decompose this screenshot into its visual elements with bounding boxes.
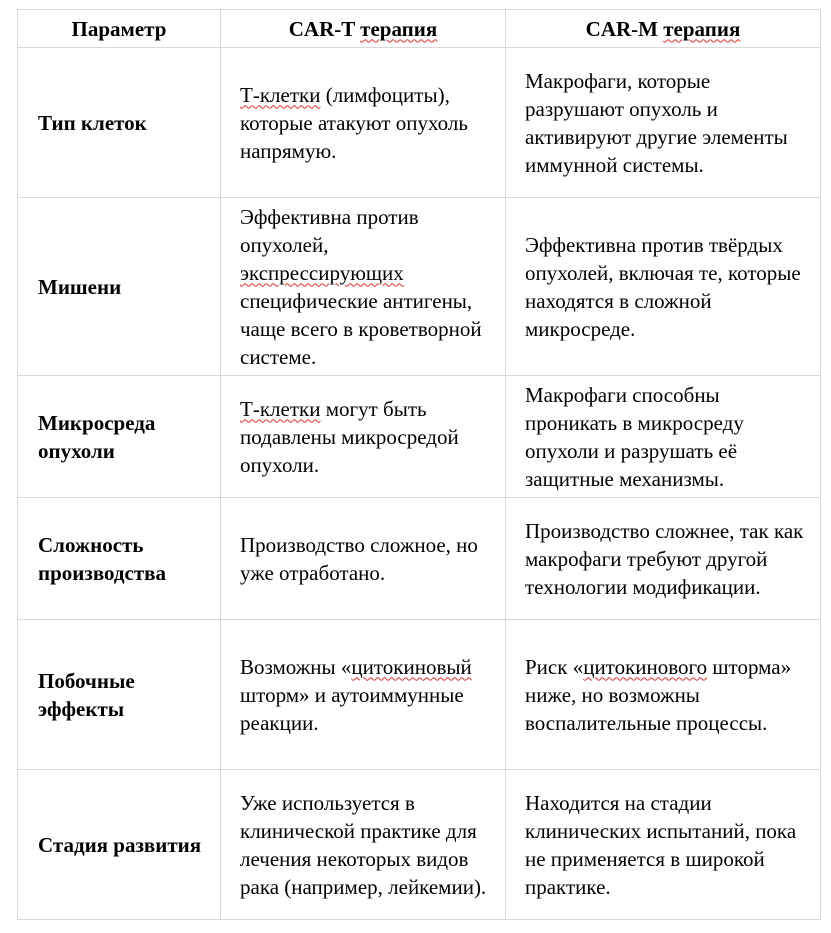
row-car-t: Производство сложное, но уже отработано.	[221, 498, 506, 620]
comparison-table	[17, 9, 821, 920]
header-param: Параметр	[18, 10, 221, 48]
row-car-t: Возможны «цитокиновый шторм» и аутоиммунные реакции.	[221, 620, 506, 770]
row-param: Мишени	[18, 198, 221, 376]
row-car-t: Эффективна против опухолей, экспрессирующих специфические антигены, чаще всего в кроветворной системе.	[221, 198, 506, 376]
table-row	[18, 376, 821, 498]
row-param: Тип клеток	[18, 48, 221, 198]
header-car-m: CAR-M терапия	[506, 10, 821, 48]
header-row	[18, 10, 821, 48]
row-car-m: Макрофаги способны проникать в микросреду опухоли и разрушать её защитные механизмы.	[506, 376, 821, 498]
row-car-m: Производство сложнее, так как макрофаги требуют другой технологии модификации.	[506, 498, 821, 620]
row-param: Побочные эффекты	[18, 620, 221, 770]
table-row	[18, 498, 821, 620]
row-car-m: Макрофаги, которые разрушают опухоль и активируют другие элементы иммунной системы.	[506, 48, 821, 198]
row-param: Микросреда опухоли	[18, 376, 221, 498]
row-param: Сложность производства	[18, 498, 221, 620]
table-row	[18, 620, 821, 770]
table-row	[18, 770, 821, 920]
row-param: Стадия развития	[18, 770, 221, 920]
row-car-m: Находится на стадии клинических испытаний, пока не применяется в широкой практике.	[506, 770, 821, 920]
row-car-t: Уже используется в клинической практике для лечения некоторых видов рака (например, лейкемии).	[221, 770, 506, 920]
row-car-t: Т-клетки могут быть подавлены микросредой опухоли.	[221, 376, 506, 498]
row-car-m: Эффективна против твёрдых опухолей, включая те, которые находятся в сложной микросреде.	[506, 198, 821, 376]
table-row	[18, 198, 821, 376]
row-car-m: Риск «цитокинового шторма» ниже, но возможны воспалительные процессы.	[506, 620, 821, 770]
row-car-t: Т-клетки (лимфоциты), которые атакуют опухоль напрямую.	[221, 48, 506, 198]
header-car-t: CAR-T терапия	[221, 10, 506, 48]
table-row	[18, 48, 821, 198]
